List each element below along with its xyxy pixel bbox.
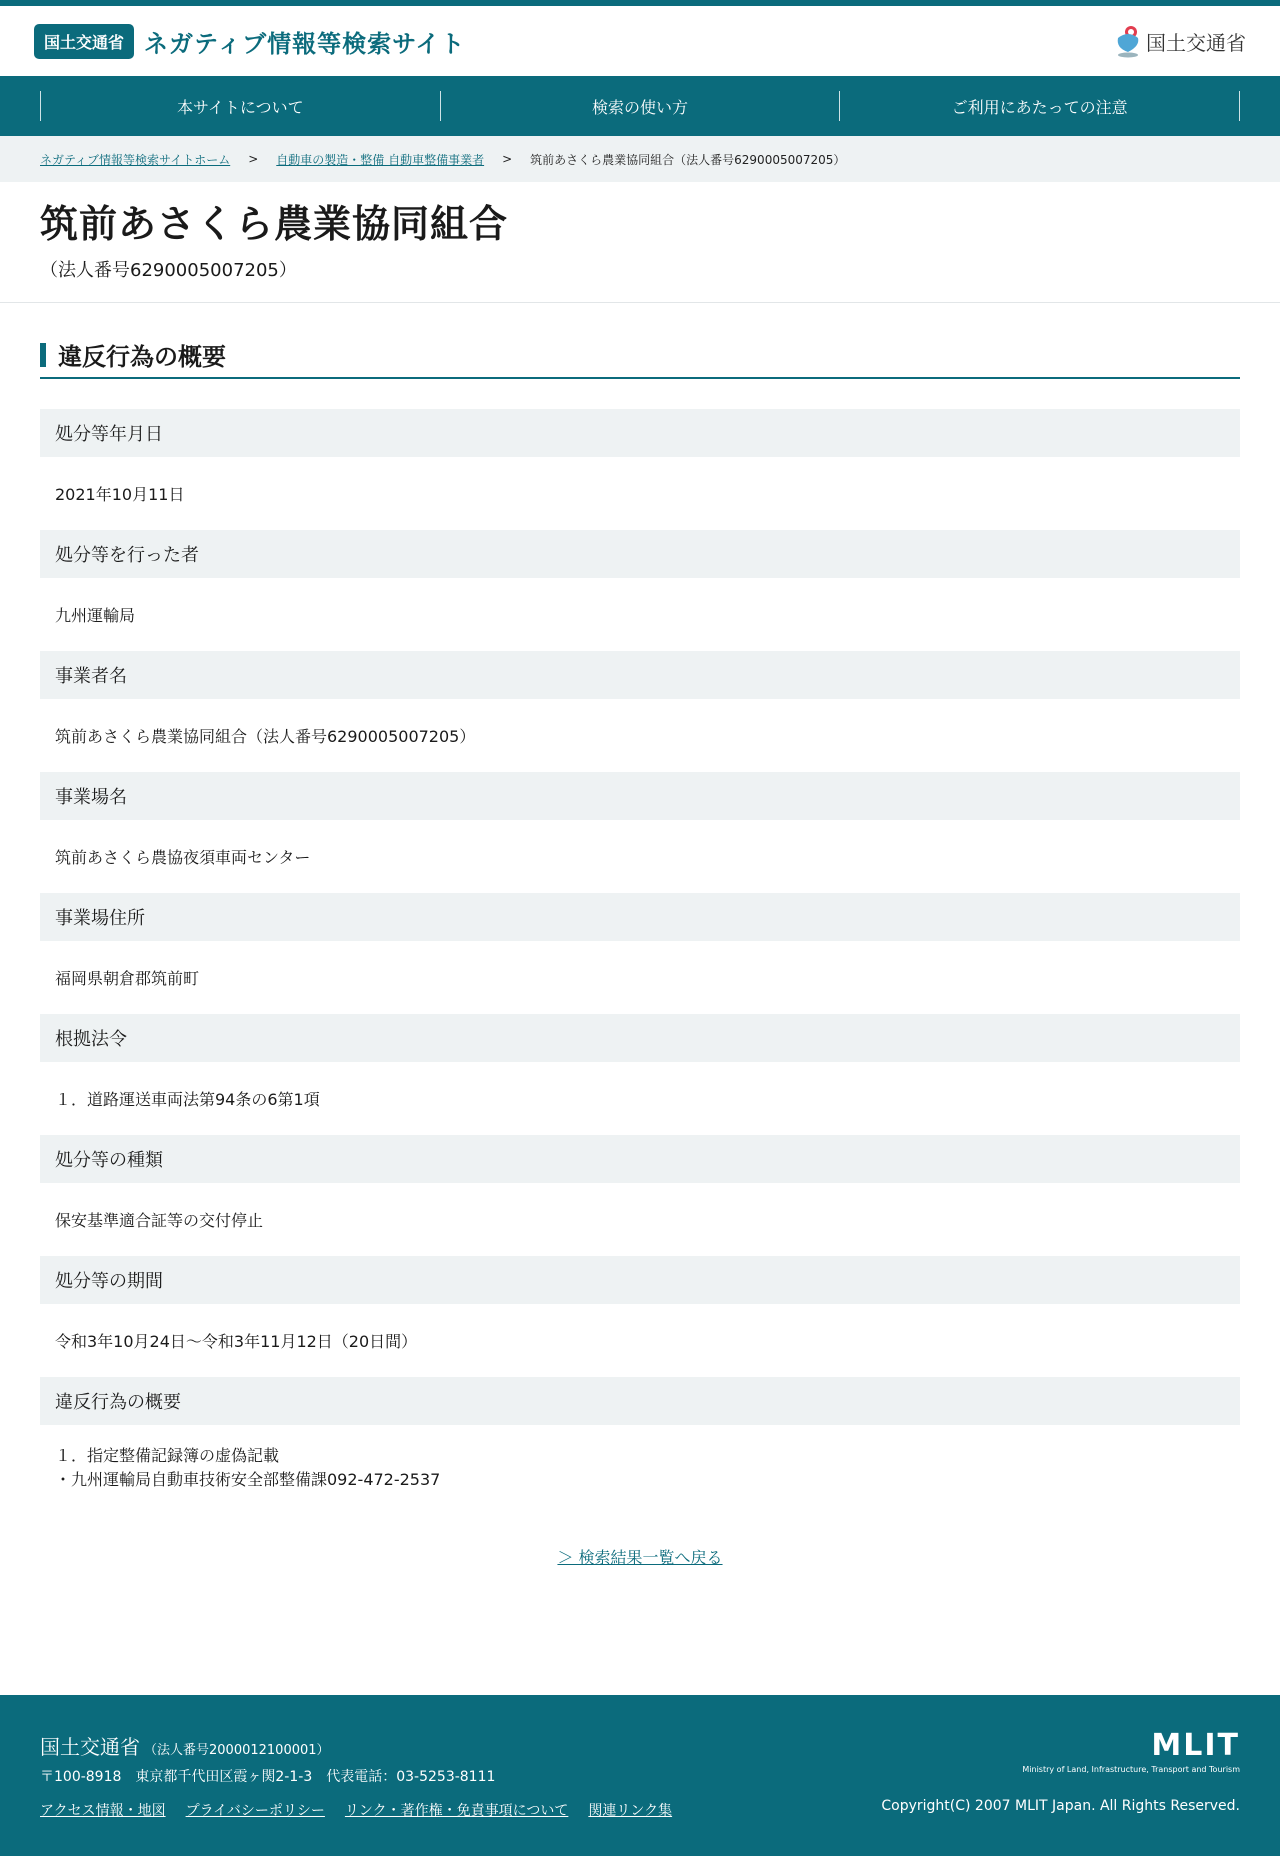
footer-link-access[interactable]: アクセス情報・地図 [40,1802,166,1819]
main-nav [0,76,1280,136]
footer-org-number: （法人番号2000012100001） [144,1742,330,1758]
nav-item-about[interactable]: 本サイトについて [40,91,440,121]
field-label-date: 処分等年月日 [40,409,1240,457]
section-heading [40,339,1240,379]
breadcrumb-home-link[interactable]: ネガティブ情報等検索サイトホーム [40,152,231,167]
ministry-badge[interactable]: 国土交通省 [34,24,134,59]
footer-link-copyright[interactable]: リンク・著作権・免責事項について [344,1802,569,1819]
footer-link-privacy[interactable]: プライバシーポリシー [185,1802,325,1819]
breadcrumb-separator: > [248,152,259,166]
mlit-logo-text: 国土交通省 [1146,30,1246,55]
detail-fields [40,409,1240,1511]
footer-right [881,1727,1240,1856]
back-link-area [40,1545,1240,1665]
footer-links [40,1800,672,1820]
footer-mlit-logo[interactable]: MLIT [1151,1727,1240,1763]
field-label-authority: 処分等を行った者 [40,530,1240,578]
field-label-legal-basis: 根拠法令 [40,1014,1240,1062]
field-value-facility-address: 福岡県朝倉郡筑前町 [55,968,200,988]
breadcrumb [0,136,1280,182]
field-value-date: 2021年10月11日 [55,484,185,504]
section-heading-text: 違反行為の概要 [58,343,226,372]
back-to-results-link[interactable]: ＞ 検索結果一覧へ戻る [557,1547,723,1567]
field-label-facility-address: 事業場住所 [40,893,1240,941]
field-label-disposition-period: 処分等の期間 [40,1256,1240,1304]
field-label-business-name: 事業者名 [40,651,1240,699]
page-title: 筑前あさくら農業協同組合 [40,202,509,246]
nav-item-how-to-search[interactable]: 検索の使い方 [440,91,840,121]
heading-accent-bar [40,343,46,367]
field-value-authority: 九州運輸局 [55,605,136,625]
field-value-disposition-type: 保安基準適合証等の交付停止 [55,1210,264,1230]
site-brand[interactable] [34,24,465,59]
copyright: Copyright(C) 2007 MLIT Japan. All Rights Reserved. [881,1797,1240,1814]
footer-org-name: 国土交通省 [40,1734,140,1759]
field-label-violation-summary: 違反行為の概要 [40,1377,1240,1425]
field-value-disposition-period: 令和3年10月24日～令和3年11月12日（20日間） [55,1331,418,1351]
field-value-business-name: 筑前あさくら農業協同組合（法人番号6290005007205） [55,726,476,746]
field-label-facility-name: 事業場名 [40,772,1240,820]
nav-item-notes[interactable]: ご利用にあたっての注意 [839,91,1240,121]
site-header [0,6,1280,76]
footer-link-related[interactable]: 関連リンク集 [588,1802,673,1819]
site-footer [0,1695,1280,1856]
field-value-facility-name: 筑前あさくら農協夜須車両センター [55,847,311,867]
field-label-disposition-type: 処分等の種類 [40,1135,1240,1183]
mlit-logo[interactable] [1114,24,1246,58]
field-value-violation-summary [40,1425,1240,1511]
footer-org [40,1731,672,1760]
footer-mlit-subtitle: Ministry of Land, Infrastructure, Transport and Tourism [1022,1764,1240,1774]
field-value-legal-basis: １．道路運送車両法第94条の6第1項 [55,1089,320,1109]
site-title[interactable]: ネガティブ情報等検索サイト [144,29,466,58]
footer-address: 〒100-8918 東京都千代田区霞ヶ関2-1-3 代表電話：03-5253-8111 [40,1768,496,1785]
breadcrumb-category-link[interactable]: 自動車の製造・整備 自動車整備事業者 [276,152,485,167]
corporate-number: （法人番号6290005007205） [40,259,297,281]
breadcrumb-separator: > [502,152,513,166]
violation-summary-line: ・九州運輸局自動車技術安全部整備課092-472-2537 [55,1469,441,1489]
footer-left [40,1731,672,1856]
breadcrumb-current: 筑前あさくら農業協同組合（法人番号6290005007205） [530,152,846,167]
main-content [0,303,1280,1665]
title-area [0,182,1280,303]
mlit-emblem-icon [1114,24,1142,58]
violation-summary-line: １．指定整備記録簿の虚偽記載 [55,1445,280,1465]
